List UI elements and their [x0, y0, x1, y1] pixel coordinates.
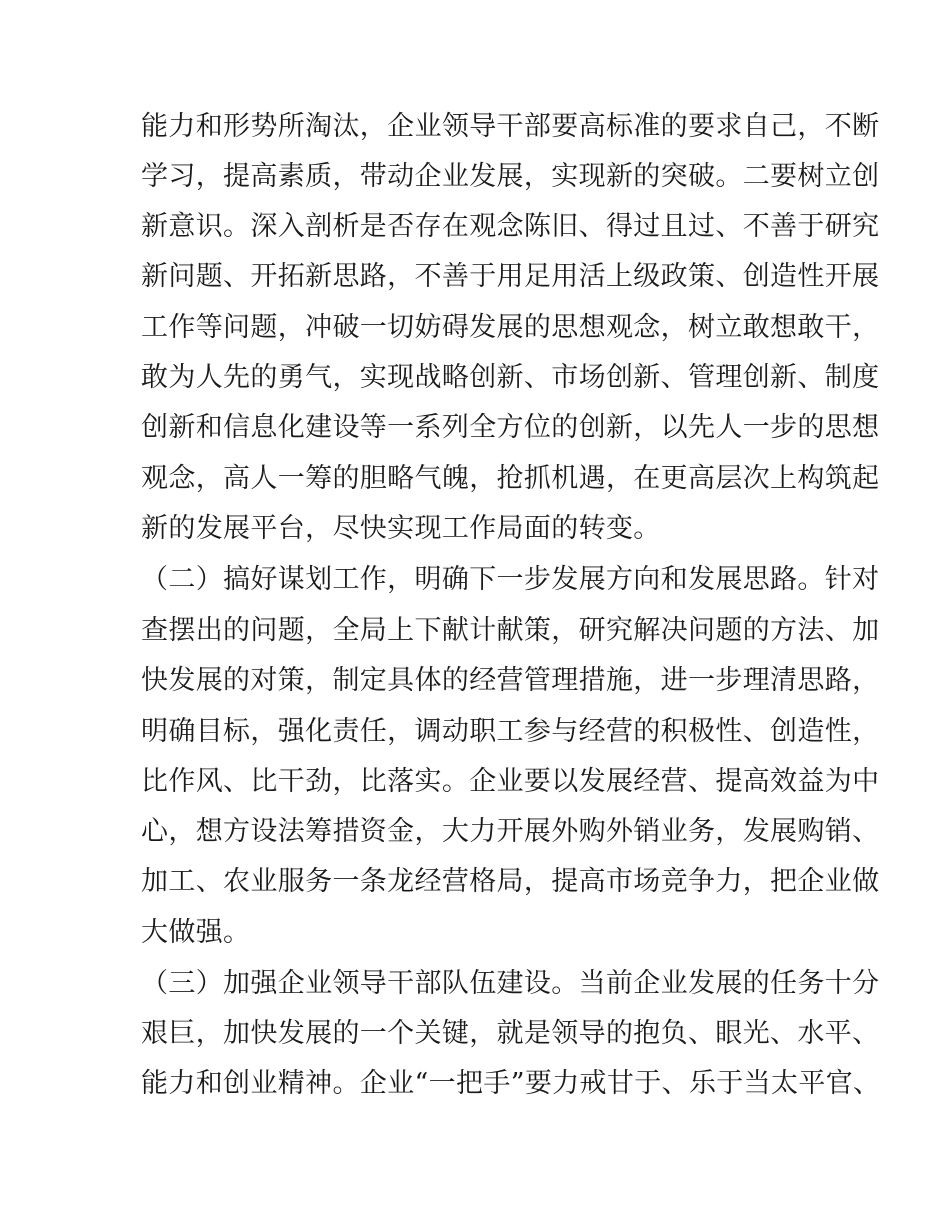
text-line: 新问题、开拓新思路，不善于用足用活上级政策、创造性开展 — [141, 261, 880, 292]
text-line: 能力和形势所淘汰，企业领导干部要高标准的要求自己，不断 — [141, 111, 880, 142]
text-line: （三）加强企业领导干部队伍建设。当前企业发展的任务十分 — [141, 968, 880, 999]
text-line: 观念，高人一筹的胆略气魄，抢抓机遇，在更高层次上构筑起 — [141, 463, 880, 494]
text-line: 大做强。 — [141, 917, 251, 948]
text-line: 心，想方设法筹措资金，大力开展外购外销业务，发展购销、 — [141, 816, 880, 847]
text-line: 能力和创业精神。企业“一把手”要力戒甘于、乐于当太平官、 — [141, 1068, 881, 1099]
text-line: 创新和信息化建设等一系列全方位的创新，以先人一步的思想 — [141, 412, 880, 443]
text-line: 学习，提高素质，带动企业发展，实现新的突破。二要树立创 — [141, 161, 880, 192]
text-line: 明确目标，强化责任，调动职工参与经营的积极性、创造性， — [141, 716, 880, 747]
text-line: 新的发展平台，尽快实现工作局面的转变。 — [141, 513, 661, 544]
text-line: （二）搞好谋划工作，明确下一步发展方向和发展思路。针对 — [141, 564, 880, 595]
text-line: 比作风、比干劲，比落实。企业要以发展经营、提高效益为中 — [141, 766, 880, 797]
text-line: 查摆出的问题，全局上下献计献策，研究解决问题的方法、加 — [141, 615, 880, 646]
text-line: 敢为人先的勇气，实现战略创新、市场创新、管理创新、制度 — [141, 362, 880, 393]
text-line: 新意识。深入剖析是否存在观念陈旧、得过且过、不善于研究 — [141, 211, 880, 242]
text-line: 艰巨，加快发展的一个关键，就是领导的抱负、眼光、水平、 — [141, 1018, 880, 1049]
text-line: 工作等问题，冲破一切妨碍发展的思想观念，树立敢想敢干， — [141, 312, 880, 343]
text-line: 快发展的对策，制定具体的经营管理措施，进一步理清思路， — [141, 665, 880, 696]
text-line: 加工、农业服务一条龙经营格局，提高市场竞争力，把企业做 — [141, 866, 880, 897]
